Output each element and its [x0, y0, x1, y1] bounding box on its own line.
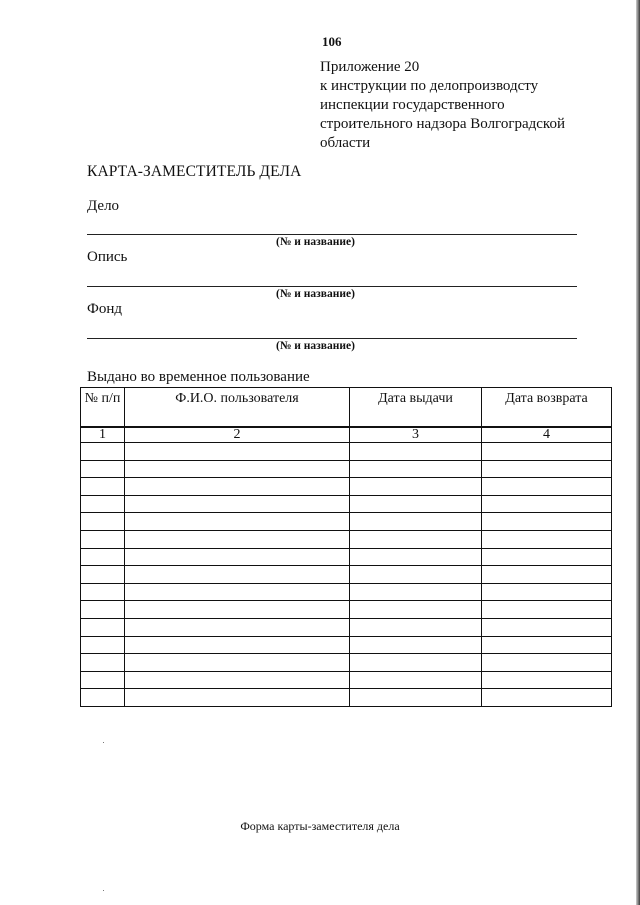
table-row: [81, 583, 612, 601]
table-cell[interactable]: [125, 443, 350, 461]
table-cell[interactable]: [125, 601, 350, 619]
table-cell[interactable]: [482, 443, 612, 461]
fund-label: Фонд: [87, 301, 123, 317]
case-hint: (№ и название): [276, 236, 355, 248]
appendix-line: к инструкции по делопроизводсту: [320, 78, 539, 94]
table-cell[interactable]: [81, 460, 125, 478]
table-row: [81, 495, 612, 513]
table-cell[interactable]: [125, 513, 350, 531]
table-cell[interactable]: [125, 654, 350, 672]
table-cell[interactable]: [482, 478, 612, 496]
table-cell[interactable]: [125, 671, 350, 689]
table-cell[interactable]: [81, 689, 125, 707]
table-row: [81, 478, 612, 496]
table-cell[interactable]: [350, 478, 482, 496]
fund-hint: (№ и название): [276, 340, 355, 352]
table-cell[interactable]: [125, 618, 350, 636]
appendix-line: инспекции государственного: [320, 97, 505, 113]
table-cell[interactable]: [125, 460, 350, 478]
table-row: [81, 566, 612, 584]
scan-speck: [103, 742, 104, 743]
table-cell[interactable]: [350, 566, 482, 584]
table-cell[interactable]: [125, 689, 350, 707]
column-number-row: [81, 427, 612, 443]
table-cell[interactable]: [81, 618, 125, 636]
inventory-label: Опись: [87, 249, 128, 265]
table-cell[interactable]: [350, 689, 482, 707]
table-row: [81, 689, 612, 707]
appendix-line: области: [320, 135, 371, 151]
table-cell[interactable]: [350, 636, 482, 654]
form-caption: Форма карты-заместителя дела: [240, 819, 400, 833]
issued-label: Выдано во временное пользование: [87, 369, 310, 385]
header-user-name: Ф.И.О. пользователя: [125, 388, 350, 428]
document-title: КАРТА-ЗАМЕСТИТЕЛЬ ДЕЛА: [87, 163, 302, 180]
table-cell[interactable]: [482, 548, 612, 566]
table-row: [81, 601, 612, 619]
table-cell[interactable]: [81, 530, 125, 548]
table-cell[interactable]: [482, 636, 612, 654]
appendix-block: [320, 58, 610, 153]
table-cell[interactable]: [482, 618, 612, 636]
table-cell[interactable]: [81, 654, 125, 672]
table-cell[interactable]: [482, 530, 612, 548]
table-cell[interactable]: [81, 636, 125, 654]
table-cell[interactable]: [350, 460, 482, 478]
table-cell[interactable]: [125, 495, 350, 513]
table-cell[interactable]: [125, 478, 350, 496]
table-cell[interactable]: [482, 671, 612, 689]
table-cell[interactable]: [350, 671, 482, 689]
header-number: № п/п: [81, 388, 125, 428]
table-cell[interactable]: [482, 566, 612, 584]
table-cell[interactable]: [350, 495, 482, 513]
page-number: 106: [322, 34, 342, 49]
table-row: [81, 636, 612, 654]
table-cell[interactable]: [482, 689, 612, 707]
table-cell[interactable]: [350, 443, 482, 461]
usage-table: [80, 387, 612, 707]
column-number: 2: [125, 427, 350, 443]
table-cell[interactable]: [81, 601, 125, 619]
table-cell[interactable]: [350, 548, 482, 566]
inventory-hint: (№ и название): [276, 288, 355, 300]
table-cell[interactable]: [81, 548, 125, 566]
table-cell[interactable]: [81, 478, 125, 496]
table-cell[interactable]: [125, 583, 350, 601]
fund-line: [87, 338, 577, 339]
table-cell[interactable]: [81, 495, 125, 513]
column-number: 4: [482, 427, 612, 443]
inventory-line: [87, 286, 577, 287]
table-cell[interactable]: [81, 443, 125, 461]
table-cell[interactable]: [482, 601, 612, 619]
case-line: [87, 234, 577, 235]
table-row: [81, 513, 612, 531]
scan-speck: [103, 890, 104, 891]
table-cell[interactable]: [482, 513, 612, 531]
table-cell[interactable]: [482, 654, 612, 672]
table-cell[interactable]: [125, 566, 350, 584]
table-row: [81, 654, 612, 672]
table-cell[interactable]: [350, 530, 482, 548]
table-header-row: [81, 388, 612, 428]
table-cell[interactable]: [350, 601, 482, 619]
table-cell[interactable]: [81, 566, 125, 584]
scan-edge: [636, 0, 640, 905]
column-number: 1: [81, 427, 125, 443]
column-number: 3: [350, 427, 482, 443]
header-return-date: Дата возврата: [482, 388, 612, 428]
table-row: [81, 460, 612, 478]
table-row: [81, 618, 612, 636]
table-row: [81, 443, 612, 461]
table-cell[interactable]: [81, 513, 125, 531]
table-cell[interactable]: [350, 513, 482, 531]
table-cell[interactable]: [125, 636, 350, 654]
appendix-line: строительного надзора Волгоградской: [320, 116, 565, 132]
appendix-line: Приложение 20: [320, 59, 420, 75]
table-row: [81, 671, 612, 689]
table-cell[interactable]: [482, 460, 612, 478]
case-label: Дело: [87, 198, 120, 214]
table-cell[interactable]: [350, 618, 482, 636]
table-row: [81, 530, 612, 548]
table-cell[interactable]: [350, 654, 482, 672]
table-row: [81, 548, 612, 566]
table-cell[interactable]: [482, 495, 612, 513]
table-cell[interactable]: [350, 583, 482, 601]
table-body: [81, 427, 612, 706]
table-cell[interactable]: [125, 530, 350, 548]
table-cell[interactable]: [482, 583, 612, 601]
table-cell[interactable]: [125, 548, 350, 566]
header-issue-date: Дата выдачи: [350, 388, 482, 428]
table-cell[interactable]: [81, 671, 125, 689]
table-cell[interactable]: [81, 583, 125, 601]
